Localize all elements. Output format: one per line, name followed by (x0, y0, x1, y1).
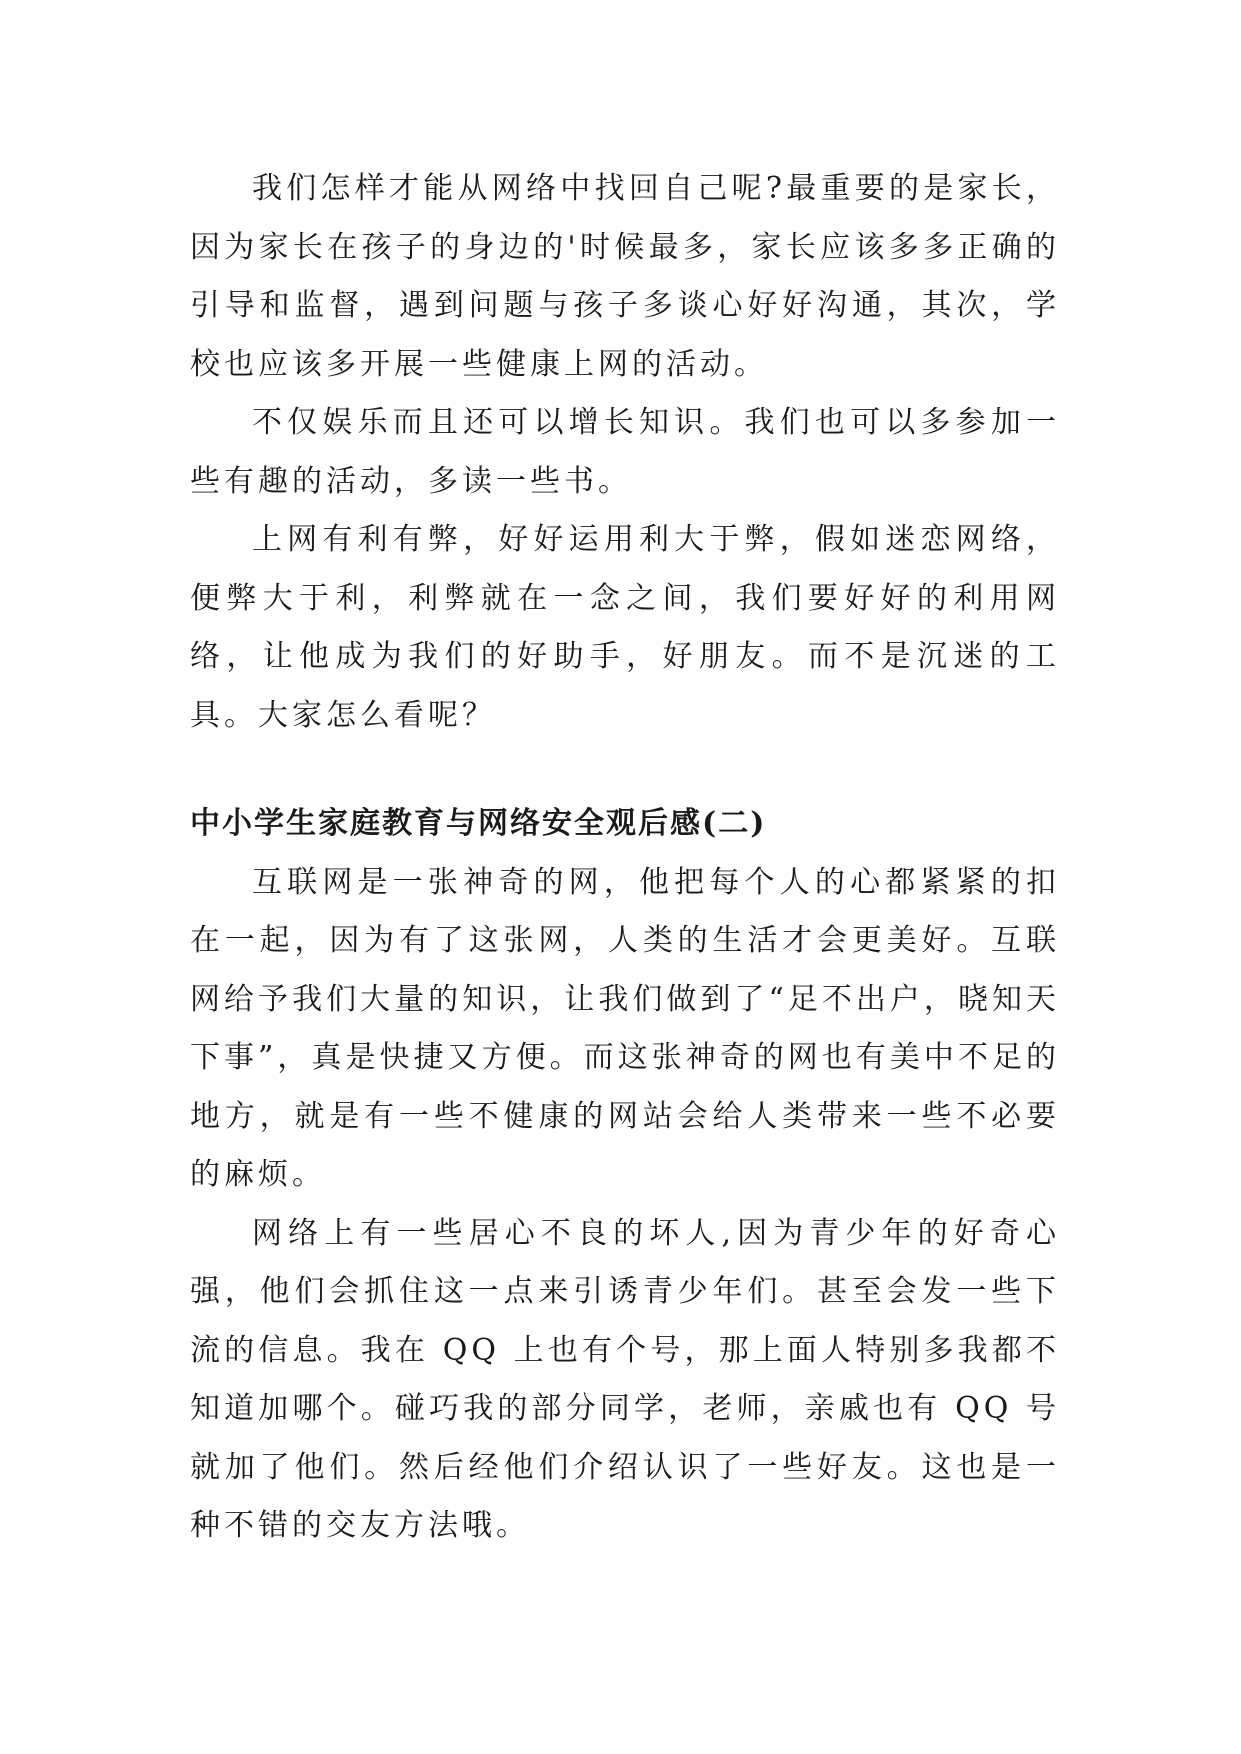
document-body (190, 160, 1060, 1556)
paragraph-bad-people-online: 网络上有一些居心不良的坏人,因为青少年的好奇心强，他们会抓住这一点来引诱青少年们。甚至会发一些下流的信息。我在 QQ 上也有个号，那上面人特别多我都不知道加哪个。碰巧我的部分同学，老师，亲戚也有 QQ 号就加了他们。然后经他们介绍认识了一些好友。这也是一种不错的交友方法哦。 (190, 1215, 1060, 1543)
paragraph-internet-magic-net: 互联网是一张神奇的网，他把每个人的心都紧紧的扣在一起，因为有了这张网，人类的生活才会更美好。互联网给予我们大量的知识，让我们做到了“足不出户，晓知天下事”，真是快捷又方便。而这张神奇的网也有美中不足的地方，就是有一些不健康的网站会给人类带来一些不必要的麻烦。 (190, 864, 1060, 1192)
paragraph-pros-cons: 上网有利有弊，好好运用利大于弊，假如迷恋网络，便弊大于利，利弊就在一念之间，我们要好好的利用网络，让他成为我们的好助手，好朋友。而不是沉迷的工具。大家怎么看呢？ (190, 522, 1060, 733)
paragraph-find-yourself: 我们怎样才能从网络中找回自己呢?最重要的是家长，因为家长在孩子的身边的'时候最多，家长应该多多正确的引导和监督，遇到问题与孩子多谈心好好沟通，其次，学校也应该多开展一些健康上网的活动。 (190, 171, 1060, 382)
section-title: 中小学生家庭教育与网络安全观后感(二) (190, 806, 767, 841)
paragraph-entertainment: 不仅娱乐而且还可以增长知识。我们也可以多参加一些有趣的活动，多读一些书。 (190, 405, 1060, 499)
